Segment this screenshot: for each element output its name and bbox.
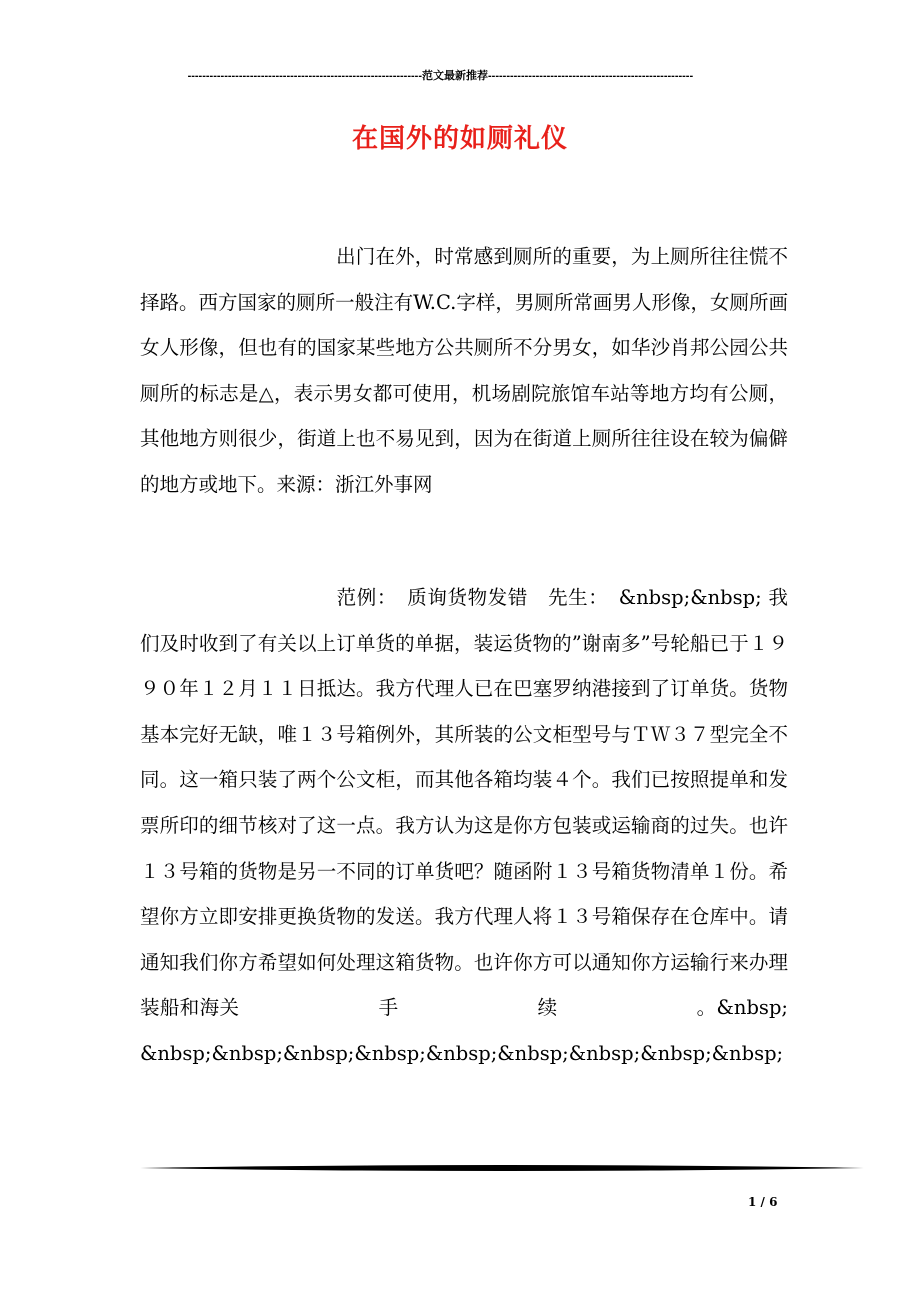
paragraph-sample-letter xyxy=(140,575,788,1077)
header-dashes-left: ---------------------------------------------------------------- xyxy=(187,70,422,82)
page-header xyxy=(140,68,770,84)
header-label: 范文最新推荐 xyxy=(422,70,488,82)
document-title: 在国外的如厕礼仪 xyxy=(351,124,568,154)
paragraph-etiquette xyxy=(140,234,788,508)
paragraph-text: 出门在外，时常感到厕所的重要，为上厕所往往慌不择路。西方国家的厕所一般注有W.C.字样，男厕所常画男人形像，女厕所画女人形像，但也有的国家某些地方公共厕所不分男女，如华沙肖邦公园公共厕所的标志是△，表示男女都可使用，机场剧院旅馆车站等地方均有公厕，其他地方则很少，街道上也不易见到，因为在街道上厕所往往设在较为偏僻的地方或地下。来源：浙江外事网 xyxy=(140,245,788,496)
paragraph-text: 范例： 质询货物发错 先生： &nbsp;&nbsp; 我们及时收到了有关以上订单货的单据，装运货物的”谢南多”号轮船已于１９９０年１２月１１日抵达。我方代理人已在巴塞罗纳港接到了订单货。货物基本完好无缺，唯１３号箱例外，其所装的公文柜型号与ＴＷ３７型完全不同。这一箱只装了两个公文柜，而其他各箱均装４个。我们已按照提单和发票所印的细节核对了这一点。我方认为这是你方包装或运输商的过失。也许１３号箱的货物是另一不同的订单货吧？随函附１３号箱货物清单１份。希望你方立即安排更换货物的发送。我方代理人将１３号箱保存在仓库中。请通知我们你方希望如何处理这箱货物。也许你方可以通知你方运输行来办理装船和海关 手 续 。&nbsp;&nbsp;&nbsp;&nbsp;&nbsp;&nbsp;&nbsp;&nbsp;&nbsp;&nbsp; xyxy=(140,586,788,1065)
header-dashes-right: -------------------------------------------------------- xyxy=(488,70,694,82)
page-number: 1 / 6 xyxy=(748,1195,778,1209)
footer-rule xyxy=(140,1163,864,1173)
